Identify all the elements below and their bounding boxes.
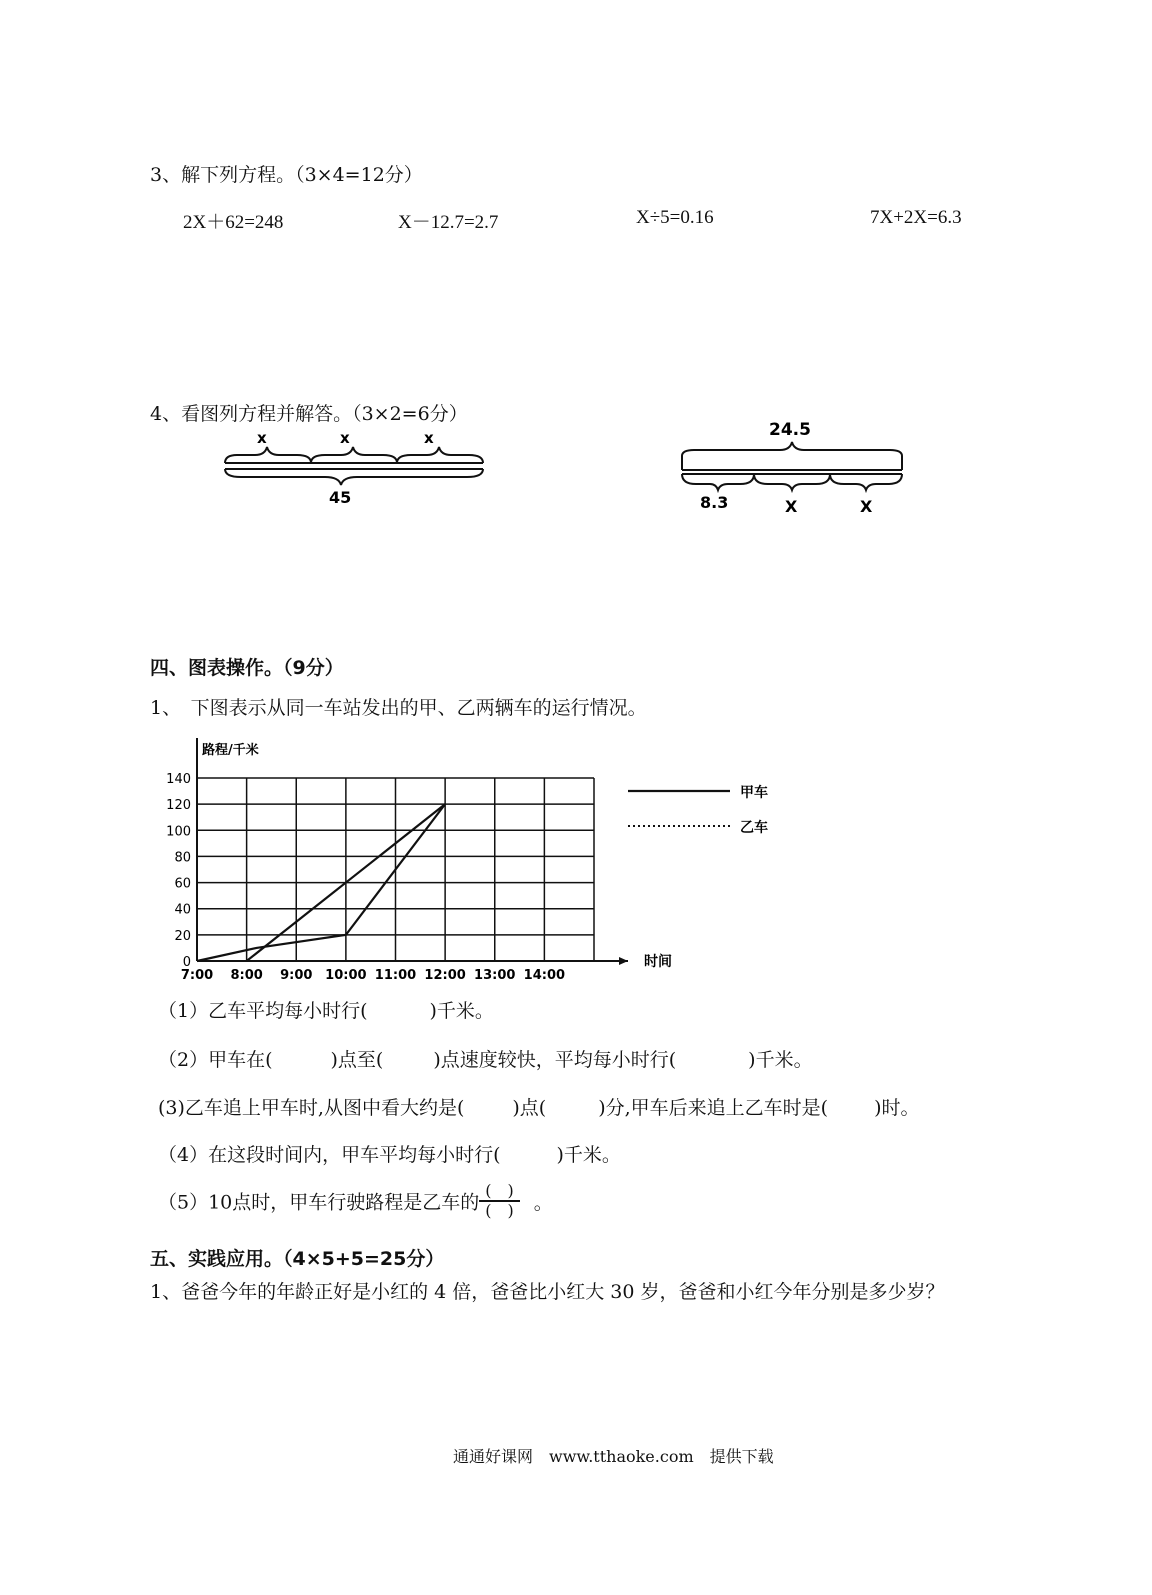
- legend-label-2: 乙车: [740, 820, 768, 836]
- question-5: [158, 1182, 553, 1220]
- question-3-text-b: )点(: [512, 1097, 547, 1119]
- fraction-denominator: ( ): [485, 1201, 514, 1220]
- section3-title: 3、解下列方程。（3×4=12分）: [150, 164, 423, 186]
- section4-title: 4、看图列方程并解答。（3×2=6分）: [150, 403, 468, 425]
- question-2: [158, 1045, 813, 1072]
- equation-4: 7X+2X=6.3: [870, 207, 962, 228]
- question-1-text-a: （1）乙车平均每小时行(: [158, 1000, 368, 1022]
- x-axis-label: 时间: [644, 954, 672, 970]
- y-tick-label: 80: [174, 850, 191, 866]
- y-tick-label: 40: [174, 902, 191, 918]
- equation-1: 2X＋62=248: [183, 212, 284, 233]
- x-tick-label: 7:00: [180, 968, 214, 983]
- question-2-text-b: )点至(: [330, 1049, 384, 1071]
- y-tick-label: 0: [182, 955, 191, 970]
- x-tick-label: 12:00: [424, 968, 466, 983]
- distance-time-chart: [150, 730, 790, 985]
- question-3-text-a: (3)乙车追上甲车时,从图中看大约是(: [158, 1097, 465, 1119]
- footer: 通通好课网 www.tthaoke.com 提供下载: [453, 1447, 774, 1466]
- diagram2-part-2: X: [785, 497, 798, 516]
- question-3-text-d: )时。: [874, 1097, 920, 1119]
- x-tick-label: 10:00: [325, 968, 367, 983]
- y-axis-label: 路程/千米: [202, 743, 259, 758]
- question-4-text-b: )千米。: [556, 1144, 621, 1166]
- question-4: [158, 1140, 621, 1167]
- diagram1-part-1: x: [257, 429, 267, 447]
- segment-diagram-1: [215, 425, 495, 510]
- part4-heading: 四、图表操作。（9分）: [150, 657, 344, 679]
- diagram2-part-3: X: [860, 497, 873, 516]
- diagram2-total: 24.5: [769, 420, 811, 440]
- fraction-numerator: ( ): [479, 1182, 520, 1202]
- x-tick-label: 8:00: [230, 968, 263, 983]
- equation-3: X÷5=0.16: [636, 207, 714, 228]
- diagram2-part-1: 8.3: [700, 493, 729, 512]
- diagram1-part-3: x: [424, 429, 434, 447]
- question-3: [158, 1093, 920, 1120]
- x-tick-label: 13:00: [474, 968, 516, 983]
- x-tick-label: 11:00: [374, 968, 417, 983]
- equation-2: X－12.7=2.7: [398, 212, 499, 233]
- question-5-text-a: （5）10点时，甲车行驶路程是乙车的: [158, 1191, 480, 1214]
- x-tick-label: 14:00: [523, 968, 566, 983]
- question-5-text-b: 。: [533, 1191, 553, 1214]
- part5-heading: 五、实践应用。（4×5+5=25分）: [150, 1248, 445, 1270]
- question-2-text-c: )点速度较快，平均每小时行(: [433, 1049, 677, 1071]
- part5-question-1: 1、爸爸今年的年龄正好是小红的 4 倍，爸爸比小红大 30 岁，爸爸和小红今年分别是多少岁？: [150, 1281, 945, 1303]
- y-tick-label: 100: [166, 824, 191, 840]
- y-tick-label: 120: [166, 798, 191, 814]
- part4-question-1: 1、 下图表示从同一车站发出的甲、乙两辆车的运行情况。: [150, 697, 647, 719]
- question-2-text-d: )千米。: [748, 1049, 813, 1071]
- question-1: [158, 996, 494, 1023]
- answer-fraction[interactable]: [479, 1182, 520, 1220]
- question-3-text-c: )分,甲车后来追上乙车时是(: [598, 1097, 829, 1119]
- legend-label-1: 甲车: [740, 785, 768, 801]
- question-4-text-a: （4）在这段时间内，甲车平均每小时行(: [158, 1144, 501, 1166]
- y-tick-label: 20: [174, 928, 191, 944]
- y-tick-label: 140: [166, 772, 191, 787]
- x-tick-label: 9:00: [280, 968, 313, 983]
- question-1-text-b: )千米。: [429, 1000, 494, 1022]
- diagram1-part-2: x: [340, 429, 350, 447]
- y-tick-label: 60: [174, 876, 191, 892]
- segment-diagram-2: [670, 412, 920, 522]
- x-axis-arrow: [619, 957, 628, 965]
- question-2-text-a: （2）甲车在(: [158, 1049, 273, 1071]
- diagram1-total: 45: [329, 488, 352, 507]
